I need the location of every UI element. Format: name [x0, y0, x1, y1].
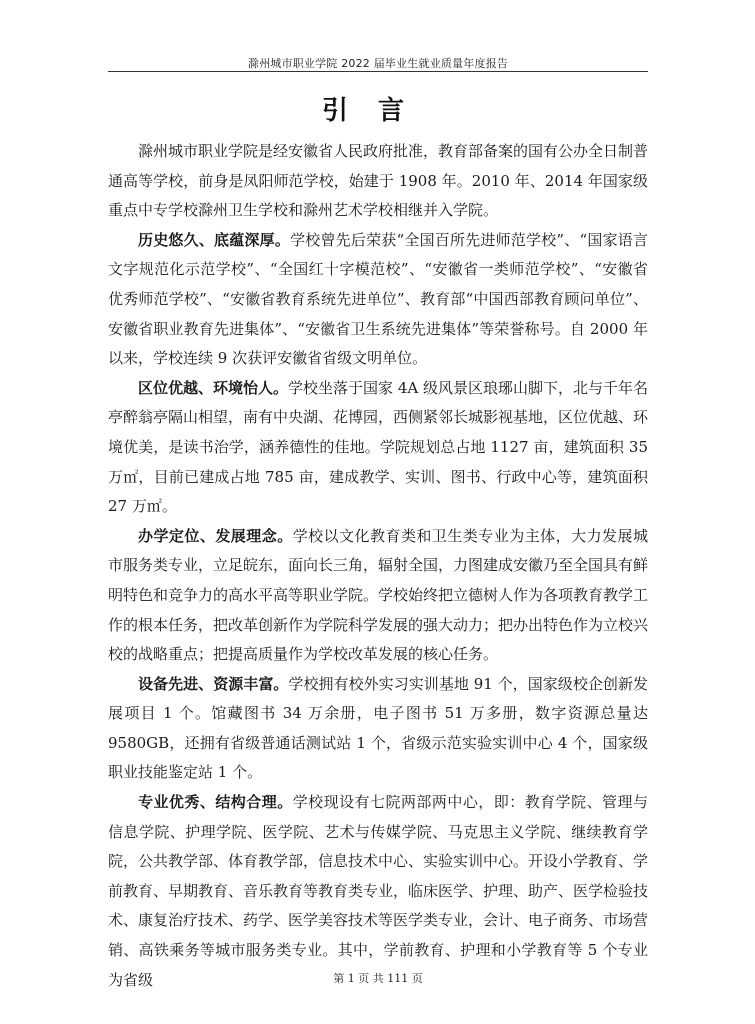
page-number: 第 1 页 共 111 页 — [333, 972, 423, 985]
paragraph-text: 学校坐落于国家 4A 级风景区琅琊山脚下，北与千年名亭醉翁亭隔山相望，南有中央湖、花博园，西侧紧邻长城影视基地，区位优越、环境优美，是读书治学，涵养德性的佳地。学院规划总占地 1127 亩，建筑面积 35 万㎡，目前已建成占地 785 亩，建成教学、实训、图书、行政中心等，建筑面积 27 万㎡。 — [108, 378, 649, 516]
running-header: 滁州城市职业学院 2022 届毕业生就业质量年度报告 — [247, 57, 509, 70]
paragraph-intro — [108, 137, 648, 226]
paragraph-text: 学校现设有七院两部两中心，即：教育学院、管理与信息学院、护理学院、医学院、艺术与传媒学院、马克思主义学院、继续教育学院，公共教学部、体育教学部，信息技术中心、实验实训中心。开设小学教育、学前教育、早期教育、音乐教育等教育类专业，临床医学、护理、助产、医学检验技术、康复治疗技术、药学、医学美容技术等医学类专业，会计、电子商务、市场营销、高铁乘务等城市服务类专业。其中，学前教育、护理和小学教育等 5 个专业为省级 — [108, 793, 649, 989]
paragraph-lead: 设备先进、资源丰富。 — [138, 674, 289, 693]
paragraph-resources — [108, 670, 648, 788]
paragraph-text: 滁州城市职业学院是经安徽省人民政府批准，教育部备案的国有公办全日制普通高等学校，前身是凤阳师范学校，始建于 1908 年。2010 年、2014 年国家级重点中专学校滁州卫生学校和滁州艺术学校相继并入学院。 — [108, 142, 649, 220]
paragraph-history — [108, 226, 648, 374]
paragraph-location — [108, 374, 648, 522]
paragraph-positioning — [108, 522, 648, 670]
paragraph-lead: 专业优秀、结构合理。 — [138, 793, 293, 812]
paragraph-text: 学校以文化教育类和卫生类专业为主体，大力发展城市服务类专业，立足皖东，面向长三角，辐射全国，力图建成安徽乃至全国具有鲜明特色和竞争力的高水平高等职业学院。学校始终把立德树人作为各项教育教学工作的根本任务，把改革创新作为学院科学发展的强大动力；把办出特色作为立校兴校的战略重点；把提高质量作为学校改革发展的核心任务。 — [108, 526, 649, 664]
paragraph-lead: 区位优越、环境怡人。 — [138, 378, 289, 397]
paragraph-text: 学校拥有校外实习实训基地 91 个，国家级校企创新发展项目 1 个。馆藏图书 34 万余册，电子图书 51 万多册，数字资源总量达 9580GB，还拥有省级普通话测试站 1 个，省级示范实验实训中心 4 个，国家级职业技能鉴定站 1 个。 — [108, 674, 648, 782]
body-text — [108, 137, 648, 995]
paragraph-text: 学校曾先后荣获“全国百所先进师范学校”、“国家语言文字规范化示范学校”、“全国红十字模范校”、“安徽省一类师范学校”、“安徽省优秀师范学校”、“安徽省教育系统先进单位”、教育部“中国西部教育顾问单位”、安徽省职业教育先进集体”、“安徽省卫生系统先进集体”等荣誉称号。自 2000 年以来，学校连续 9 次获评安徽省省级文明单位。 — [108, 230, 648, 368]
page-title: 引言 — [321, 96, 434, 126]
paragraph-lead: 办学定位、发展理念。 — [138, 526, 293, 545]
header-rule — [108, 71, 648, 72]
paragraph-lead: 历史悠久、底蕴深厚。 — [138, 230, 291, 249]
paragraph-programs — [108, 788, 648, 995]
